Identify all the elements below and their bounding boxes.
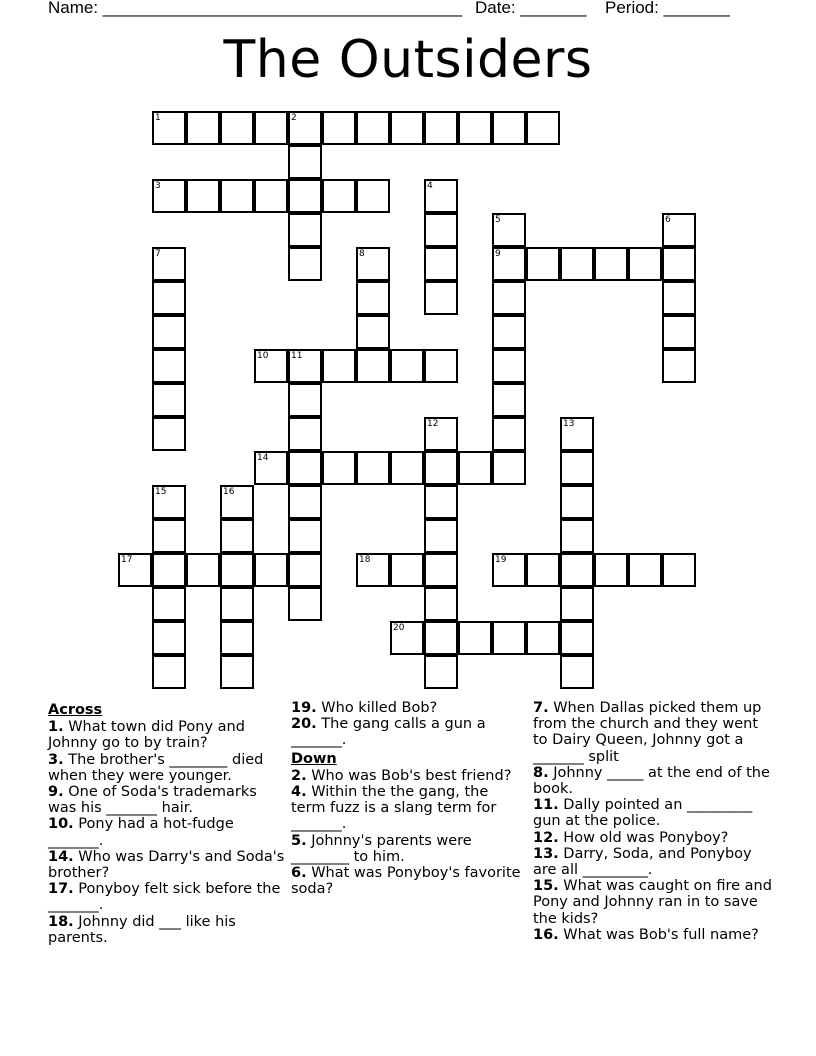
grid-cell[interactable] (220, 655, 254, 689)
cell-number: 8 (359, 249, 365, 259)
grid-cell[interactable] (288, 213, 322, 247)
grid-cell[interactable] (560, 417, 594, 451)
grid-cell[interactable] (662, 349, 696, 383)
grid-cell[interactable] (254, 451, 288, 485)
clues-column-2 (291, 700, 523, 897)
grid-cell[interactable] (526, 247, 560, 281)
clue-across-18: 18. Johnny did ___ like his parents. (48, 913, 236, 946)
cell-number: 1 (155, 113, 161, 123)
clue-down-11: 11. Dally pointed an _________ gun at the police. (533, 797, 753, 830)
clue-down-4: 4. Within the the gang, the term fuzz is a slang term for _______. (291, 784, 497, 833)
cell-number: 17 (121, 555, 133, 565)
grid-cell[interactable] (254, 179, 288, 213)
grid-cell[interactable] (526, 621, 560, 655)
grid-cell[interactable] (152, 519, 186, 553)
grid-cell[interactable] (254, 349, 288, 383)
grid-cell[interactable] (424, 553, 458, 587)
grid-cell[interactable] (560, 247, 594, 281)
clue-across-17: 17. Ponyboy felt sick before the _______. (48, 881, 281, 914)
grid-cell[interactable] (390, 451, 424, 485)
grid-cell[interactable] (288, 111, 322, 145)
grid-cell[interactable] (560, 451, 594, 485)
grid-cell[interactable] (288, 519, 322, 553)
grid-cell[interactable] (560, 553, 594, 587)
clue-down-7: 7. When Dallas picked them up from the church and they went to Dairy Queen, Johnny got a _______ split (533, 700, 762, 765)
grid-cell[interactable] (254, 111, 288, 145)
grid-cell[interactable] (594, 553, 628, 587)
cell-number: 12 (427, 419, 439, 429)
clue-across-1: 1. What town did Pony and Johnny go to by train? (48, 719, 245, 752)
grid-cell[interactable] (526, 111, 560, 145)
grid-cell[interactable] (424, 519, 458, 553)
grid-cell[interactable] (424, 349, 458, 383)
grid-cell[interactable] (152, 553, 186, 587)
grid-cell[interactable] (288, 383, 322, 417)
grid-cell[interactable] (288, 145, 322, 179)
grid-cell[interactable] (322, 111, 356, 145)
name-field[interactable]: Name: ______________________________________ (48, 0, 463, 17)
grid-cell[interactable] (492, 247, 526, 281)
cell-number: 5 (495, 215, 501, 225)
grid-cell[interactable] (492, 451, 526, 485)
grid-cell[interactable] (492, 417, 526, 451)
date-field[interactable]: Date: _______ (475, 0, 587, 17)
clue-down-6: 6. What was Ponyboy's favorite soda? (291, 865, 521, 898)
grid-cell[interactable] (492, 621, 526, 655)
grid-cell[interactable] (424, 247, 458, 281)
grid-cell[interactable] (424, 111, 458, 145)
grid-cell[interactable] (220, 621, 254, 655)
grid-cell[interactable] (424, 281, 458, 315)
cell-number: 13 (563, 419, 575, 429)
clue-across-10: 10. Pony had a hot-fudge _______. (48, 816, 234, 849)
cell-number: 20 (393, 623, 405, 633)
grid-cell[interactable] (356, 179, 390, 213)
grid-cell[interactable] (356, 349, 390, 383)
grid-cell[interactable] (254, 553, 288, 587)
cell-number: 6 (665, 215, 671, 225)
clue-across-9: 9. One of Soda's trademarks was his _______ hair. (48, 784, 257, 817)
cell-number: 4 (427, 181, 433, 191)
across-heading: Across (48, 702, 103, 718)
grid-cell[interactable] (152, 179, 186, 213)
grid-cell[interactable] (152, 417, 186, 451)
grid-cell[interactable] (594, 247, 628, 281)
grid-cell[interactable] (458, 621, 492, 655)
grid-cell[interactable] (152, 315, 186, 349)
grid-cell[interactable] (424, 485, 458, 519)
grid-cell[interactable] (390, 621, 424, 655)
clue-across-14: 14. Who was Darry's and Soda's brother? (48, 848, 285, 882)
grid-cell[interactable] (288, 485, 322, 519)
clues-column-1 (48, 700, 288, 946)
grid-cell[interactable] (458, 451, 492, 485)
grid-cell[interactable] (492, 213, 526, 247)
grid-cell[interactable] (492, 111, 526, 145)
grid-cell[interactable] (356, 111, 390, 145)
grid-cell[interactable] (424, 451, 458, 485)
clue-down-13: 13. Darry, Soda, and Ponyboy are all _________. (533, 845, 752, 879)
grid-cell[interactable] (118, 553, 152, 587)
grid-cell[interactable] (152, 349, 186, 383)
cell-number: 11 (291, 351, 303, 361)
grid-cell[interactable] (492, 349, 526, 383)
cell-number: 10 (257, 351, 269, 361)
grid-cell[interactable] (186, 179, 220, 213)
grid-cell[interactable] (560, 485, 594, 519)
grid-cell[interactable] (560, 519, 594, 553)
grid-cell[interactable] (662, 315, 696, 349)
cell-number: 18 (359, 555, 371, 565)
grid-cell[interactable] (322, 349, 356, 383)
grid-cell[interactable] (322, 451, 356, 485)
clue-across-3: 3. The brother's ________ died when they were younger. (48, 751, 264, 784)
grid-cell[interactable] (152, 621, 186, 655)
grid-cell[interactable] (288, 179, 322, 213)
puzzle-title: The Outsiders (223, 30, 593, 90)
grid-cell[interactable] (186, 111, 220, 145)
grid-cell[interactable] (662, 553, 696, 587)
grid-cell[interactable] (390, 553, 424, 587)
grid-cell[interactable] (662, 213, 696, 247)
grid-cell[interactable] (560, 655, 594, 689)
cell-number: 3 (155, 181, 161, 191)
grid-cell[interactable] (288, 553, 322, 587)
grid-cell[interactable] (220, 485, 254, 519)
grid-cell[interactable] (356, 281, 390, 315)
grid-cell[interactable] (356, 451, 390, 485)
grid-cell[interactable] (288, 349, 322, 383)
grid-cell[interactable] (152, 587, 186, 621)
cell-number: 2 (291, 113, 297, 123)
grid-cell[interactable] (628, 247, 662, 281)
grid-cell[interactable] (152, 281, 186, 315)
clue-across-20: 20. The gang calls a gun a _______. (291, 716, 486, 749)
grid-cell[interactable] (458, 111, 492, 145)
clue-down-2: 2. Who was Bob's best friend? (291, 767, 512, 784)
grid-cell[interactable] (220, 587, 254, 621)
grid-cell[interactable] (186, 553, 220, 587)
grid-cell[interactable] (220, 519, 254, 553)
grid-cell[interactable] (492, 315, 526, 349)
grid-cell[interactable] (662, 281, 696, 315)
grid-cell[interactable] (492, 383, 526, 417)
grid-cell[interactable] (152, 247, 186, 281)
grid-cell[interactable] (288, 247, 322, 281)
grid-cell[interactable] (560, 587, 594, 621)
clue-down-12: 12. How old was Ponyboy? (533, 829, 729, 846)
grid-cell[interactable] (424, 621, 458, 655)
cell-number: 15 (155, 487, 167, 497)
grid-cell[interactable] (356, 247, 390, 281)
grid-cell[interactable] (356, 315, 390, 349)
down-heading: Down (291, 750, 337, 767)
cell-number: 16 (223, 487, 235, 497)
cell-number: 9 (495, 249, 501, 259)
cell-number: 19 (495, 555, 507, 565)
clue-across-19: 19. Who killed Bob? (291, 700, 438, 716)
grid-cell[interactable] (492, 281, 526, 315)
grid-cell[interactable] (152, 655, 186, 689)
grid-cell[interactable] (220, 111, 254, 145)
grid-cell[interactable] (390, 349, 424, 383)
grid-cell[interactable] (356, 553, 390, 587)
grid-cell[interactable] (390, 111, 424, 145)
clue-down-15: 15. What was caught on fire and Pony and Johnny ran in to save the kids? (533, 878, 772, 927)
clue-down-16: 16. What was Bob's full name? (533, 926, 759, 943)
grid-cell[interactable] (152, 111, 186, 145)
cell-number: 7 (155, 249, 161, 259)
grid-cell[interactable] (152, 485, 186, 519)
clues-column-3 (533, 700, 773, 943)
period-field[interactable]: Period: _______ (605, 0, 730, 17)
grid-cell[interactable] (424, 655, 458, 689)
grid-cell[interactable] (424, 213, 458, 247)
grid-cell[interactable] (526, 553, 560, 587)
grid-cell[interactable] (322, 179, 356, 213)
clue-down-5: 5. Johnny's parents were ________ to him. (291, 832, 472, 865)
grid-cell[interactable] (152, 383, 186, 417)
cell-number: 14 (257, 453, 269, 463)
grid-cell[interactable] (220, 553, 254, 587)
grid-cell[interactable] (424, 587, 458, 621)
grid-cell[interactable] (424, 179, 458, 213)
grid-cell[interactable] (288, 451, 322, 485)
grid-cell[interactable] (220, 179, 254, 213)
grid-cell[interactable] (560, 621, 594, 655)
clue-down-8: 8. Johnny _____ at the end of the book. (533, 764, 770, 798)
grid-cell[interactable] (424, 417, 458, 451)
grid-cell[interactable] (662, 247, 696, 281)
grid-cell[interactable] (288, 587, 322, 621)
grid-cell[interactable] (288, 417, 322, 451)
grid-cell[interactable] (492, 553, 526, 587)
grid-cell[interactable] (628, 553, 662, 587)
